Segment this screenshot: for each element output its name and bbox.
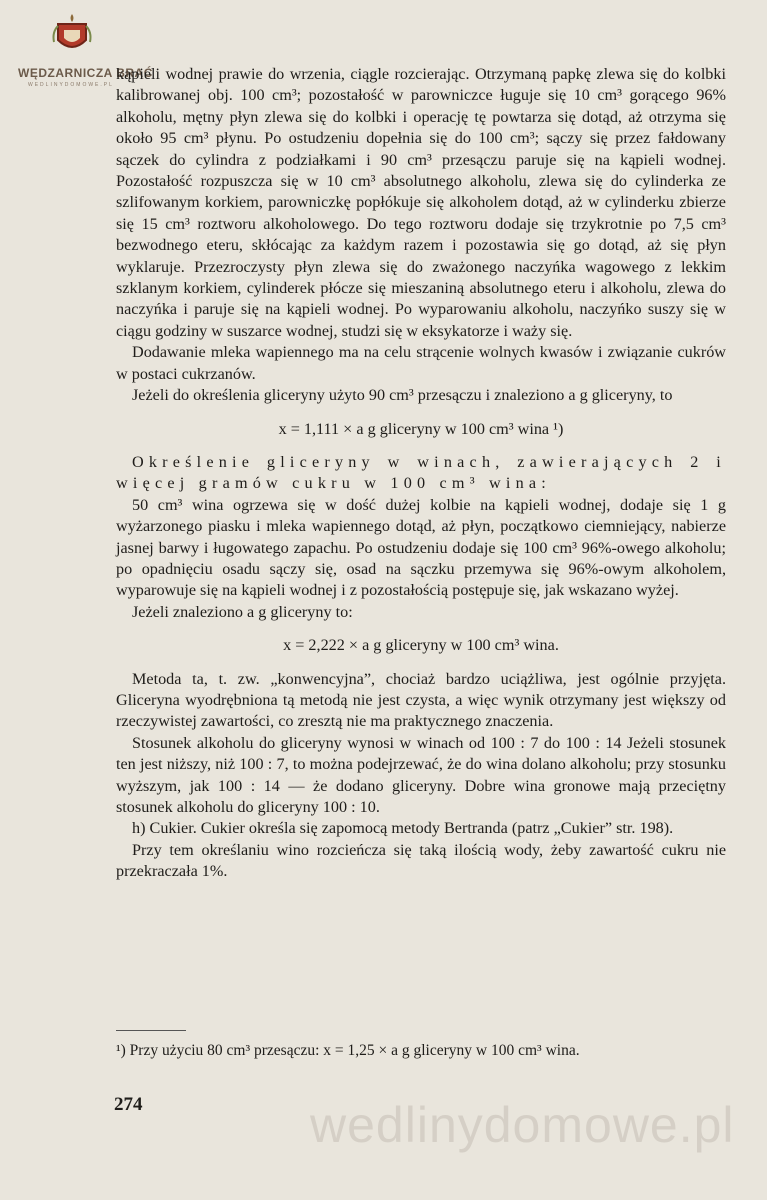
formula: x = 2,222 × a g gliceryny w 100 cm³ wina.	[283, 636, 559, 655]
paragraph: h) Cukier. Cukier określa się zapomocą metody Bertranda (patrz „Cukier” str. 198).	[132, 819, 674, 838]
section-heading: Określenie gliceryny w winach, zawierających 2 i więcej gramów cukru w 100 cm³ wina:	[116, 452, 726, 493]
paragraph: Stosunek alkoholu do gliceryny wynosi w winach od 100 : 7 do 100 : 14 Jeżeli stosunek ten jest niższy, niż 100 : 7, to można podejrzewać, że do wina dolano alkoholu; przy stosunku wyższym, jak 100 : 14 — że dodano gliceryny. Dobre wina gronowe mają przeciętny stosunek alkoholu do gliceryny 100 : 10.	[116, 733, 726, 816]
brand-logo-icon	[50, 12, 94, 58]
watermark: wedlinydomowe.pl	[310, 1097, 735, 1153]
paragraph: kąpieli wodnej prawie do wrzenia, ciągle rozcierając. Otrzymaną papkę zlewa się do kolbki kalibrowanej obj. 100 cm³; pozostałość w parowniczce ługuje się 10 cm³ gorącego 96% alkoholu, mętny płyn zlewa się do kolbki i operację tę powtarza się dotąd, aż otrzyma się około 95 cm³ płynu. Po ostudzeniu dopełnia się do 100 cm³; sączy się przez fałdowany sączek do cylindra z podziałkami i 90 cm³ przesączu paruje się na kąpieli wodnej. Pozostałość rozpuszcza się w 10 cm³ absolutnego alkoholu, zlewa się do cylinderka ze szlifowanym korkiem, parowniczkę popłókuje się alkoholem dotąd, aż w cylinderku zbierze się 15 cm³ roztworu alkoholowego. Do tego roztworu dodaje się trzykrotnie po 7,5 cm³ bezwodnego eteru, skłócając za każdym razem i pozostawia się go dotąd, aż się płyn wyklaruje. Przezroczysty płyn zlewa się do zważonego naczyńka wagowego z lekkim szklanym korkiem, cylinderek płócze się mieszaniną absolutnego eteru i alkoholu, zlewa do naczyńka i paruje się na kąpieli wodnej. Po wyparowaniu alkoholu, naczyńko suszy się w ciągu godziny w suszarce wodnej, studzi się w eksykatorze i waży się.	[116, 65, 726, 340]
paragraph: Dodawanie mleka wapiennego ma na celu strącenie wolnych kwasów i związanie cukrów w postaci cukrzanów.	[116, 343, 726, 383]
paragraph: Przy tem określaniu wino rozcieńcza się taką ilością wody, żeby zawartość cukru nie przekraczała 1%.	[116, 840, 726, 881]
paragraph: Jeżeli do określenia gliceryny użyto 90 cm³ przesączu i znaleziono a g gliceryny, to	[132, 386, 673, 405]
paragraph: Metoda ta, t. zw. „konwencyjna”, chociaż bardzo uciążliwa, jest ogólnie przyjęta. Gliceryna wyodrębniona tą metodą nie jest czysta, a więc wynik otrzymany jest większy od rzeczywistej zawartości, co zresztą nie ma praktycznego znaczenia.	[116, 669, 726, 731]
paragraph: Jeżeli znaleziono a g gliceryny to:	[132, 602, 353, 621]
paragraph: 50 cm³ wina ogrzewa się w dość dużej kolbie na kąpieli wodnej, dodaje się 1 g wyżarzonego piasku i mleka wapiennego dotąd, aż płyn, początkowo ciemniejący, nabierze jasnej barwy i ługowatego zapachu. Po ostudzeniu dodaje się 100 cm³ 96%-owego alkoholu; po opadnięciu osadu sączy się, osad na sączku przemywa się 96%-owym alkoholem, wyparowuje się na kąpieli wodnej i z pozostałością postępuje się, jak wskazano wyżej.	[116, 495, 726, 600]
formula: x = 1,111 × a g gliceryny w 100 cm³ wina ¹)	[278, 419, 564, 438]
page-number: 274	[114, 1094, 143, 1115]
footnote: ¹) Przy użyciu 80 cm³ przesączu: x = 1,25 × a g gliceryny w 100 cm³ wina.	[116, 1042, 580, 1059]
footnote-divider	[116, 1030, 186, 1031]
brand-subtitle: WEDLINYDOMOWE.PL	[28, 82, 114, 88]
body-text	[116, 64, 726, 883]
brand-name: WĘDZARNICZA BRAĆ	[18, 66, 153, 80]
